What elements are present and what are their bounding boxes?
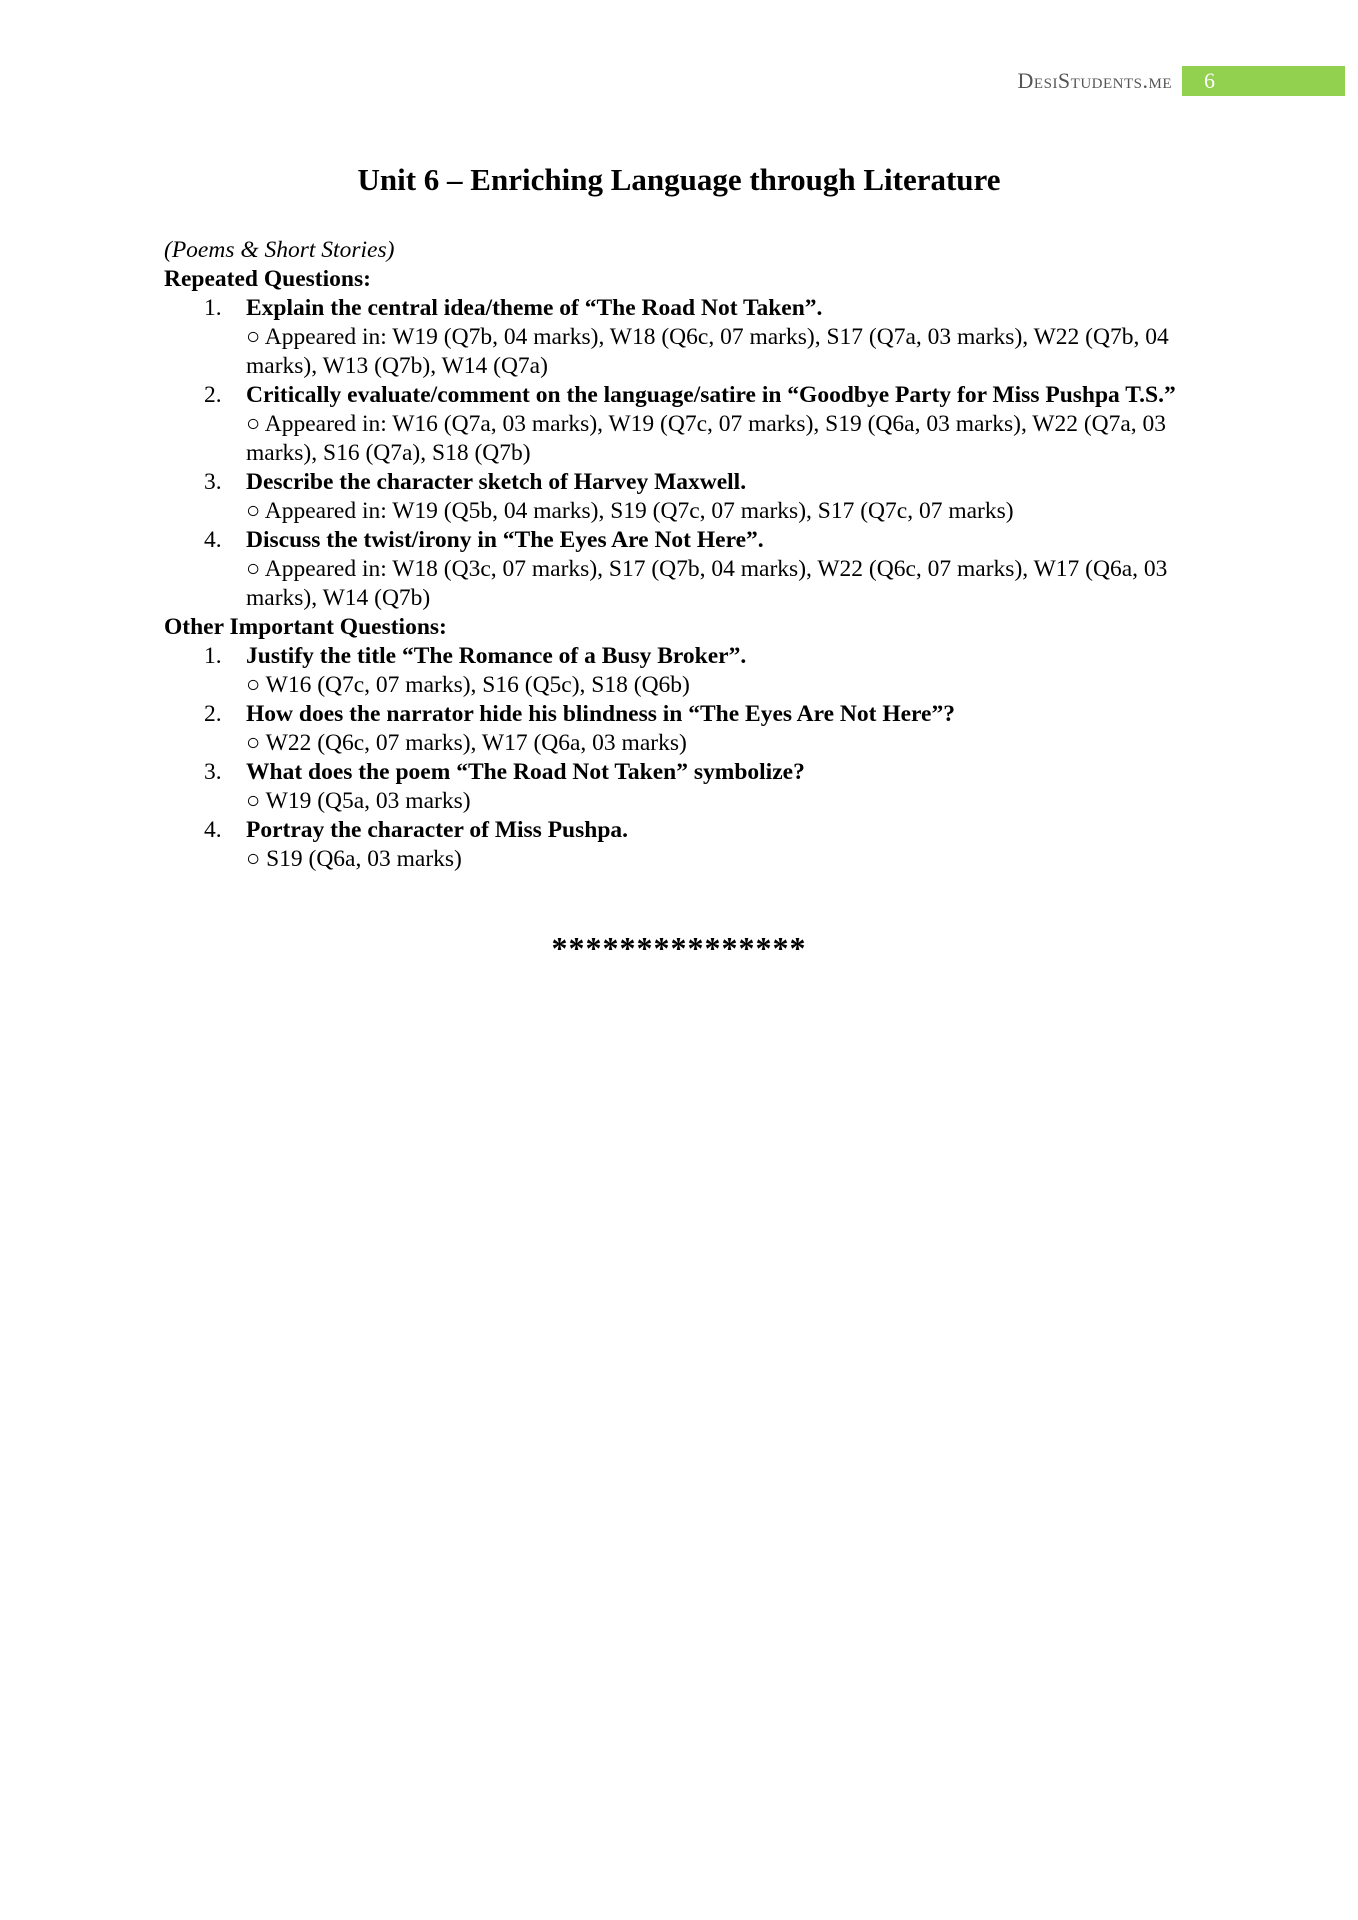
item-number: 3. bbox=[204, 469, 222, 495]
question-text: How does the narrator hide his blindness in “The Eyes Are Not Here”? bbox=[246, 701, 955, 727]
repeated-questions-heading: Repeated Questions: bbox=[164, 266, 371, 292]
item-number: 2. bbox=[204, 701, 222, 727]
item-number: 4. bbox=[204, 527, 222, 553]
list-item bbox=[164, 526, 1204, 613]
question-appearances: ○ W16 (Q7c, 07 marks), S16 (Q5c), S18 (Q6b) bbox=[246, 672, 690, 698]
question-appearances: ○ W22 (Q6c, 07 marks), W17 (Q6a, 03 marks) bbox=[246, 730, 687, 756]
question-text: Critically evaluate/comment on the language/satire in “Goodbye Party for Miss Pushpa T.S.” bbox=[246, 382, 1176, 408]
item-number: 1. bbox=[204, 295, 222, 321]
item-number: 2. bbox=[204, 382, 222, 408]
question-appearances: ○ W19 (Q5a, 03 marks) bbox=[246, 788, 471, 814]
list-item bbox=[164, 468, 1204, 526]
subtitle: (Poems & Short Stories) bbox=[164, 237, 395, 263]
question-appearances: ○ Appeared in: W19 (Q5b, 04 marks), S19 (Q7c, 07 marks), S17 (Q7c, 07 marks) bbox=[246, 498, 1014, 524]
question-appearances: ○ Appeared in: W18 (Q3c, 07 marks), S17 (Q7b, 04 marks), W22 (Q6c, 07 marks), W17 (Q6a, 03 marks), W14 (Q7b) bbox=[246, 556, 1168, 611]
other-questions-heading: Other Important Questions: bbox=[164, 614, 447, 640]
question-text: What does the poem “The Road Not Taken” symbolize? bbox=[246, 759, 805, 785]
page-title: Unit 6 – Enriching Language through Literature bbox=[357, 162, 1001, 197]
list-item bbox=[164, 381, 1204, 468]
page-number: 6 bbox=[1204, 68, 1215, 93]
site-name: DesiStudents.me bbox=[1017, 68, 1172, 93]
question-text: Explain the central idea/theme of “The Road Not Taken”. bbox=[246, 295, 823, 321]
page-number-box bbox=[1182, 66, 1345, 96]
list-item bbox=[164, 642, 1204, 700]
list-item bbox=[164, 294, 1204, 381]
other-questions-list bbox=[164, 642, 1204, 874]
question-appearances: ○ Appeared in: W16 (Q7a, 03 marks), W19 (Q7c, 07 marks), S19 (Q6a, 03 marks), W22 (Q7a, 03 marks), S16 (Q7a), S18 (Q7b) bbox=[246, 411, 1167, 466]
document-body bbox=[164, 236, 1204, 874]
repeated-questions-list bbox=[164, 294, 1204, 613]
question-text: Portray the character of Miss Pushpa. bbox=[246, 817, 629, 843]
item-number: 1. bbox=[204, 643, 222, 669]
question-appearances: ○ Appeared in: W19 (Q7b, 04 marks), W18 (Q6c, 07 marks), S17 (Q7a, 03 marks), W22 (Q7b, 04 marks), W13 (Q7b), W14 (Q7a) bbox=[246, 324, 1169, 379]
item-number: 4. bbox=[204, 817, 222, 843]
question-appearances: ○ S19 (Q6a, 03 marks) bbox=[246, 846, 462, 872]
question-text: Describe the character sketch of Harvey Maxwell. bbox=[246, 469, 747, 495]
list-item bbox=[164, 758, 1204, 816]
question-text: Discuss the twist/irony in “The Eyes Are Not Here”. bbox=[246, 527, 764, 553]
list-item bbox=[164, 816, 1204, 874]
question-text: Justify the title “The Romance of a Busy Broker”. bbox=[246, 643, 747, 669]
page-header bbox=[0, 66, 1358, 96]
item-number: 3. bbox=[204, 759, 222, 785]
section-separator: *************** bbox=[551, 930, 807, 966]
list-item bbox=[164, 700, 1204, 758]
